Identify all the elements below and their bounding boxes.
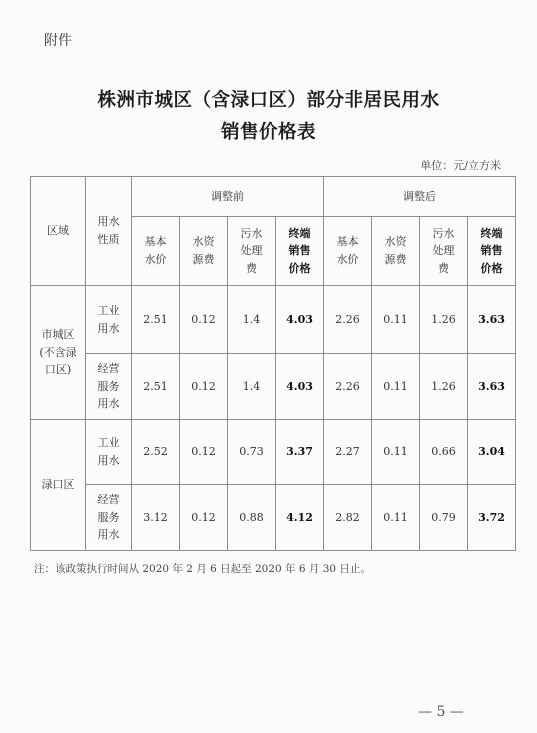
cell-after-terminal-price: 3.63: [468, 354, 516, 420]
cell-before-resource-fee: 0.12: [180, 485, 228, 551]
cell-after-resource-fee: 0.11: [372, 420, 420, 485]
cell-before-sewage-fee: 1.4: [228, 354, 276, 420]
water-type: 经营 服务 用水: [86, 354, 132, 420]
subheader-terminal-price: 终端 销售 价格: [468, 217, 516, 286]
water-type: 经营 服务 用水: [86, 485, 132, 551]
cell-after-basic-price: 2.26: [324, 286, 372, 354]
region-name: 渌口区: [31, 420, 86, 551]
header-before-adjustment: 调整前: [132, 177, 324, 217]
cell-after-terminal-price: 3.63: [468, 286, 516, 354]
table-row: [31, 354, 516, 420]
unit-label: 单位：元/立方米: [420, 159, 501, 172]
cell-after-basic-price: 2.26: [324, 354, 372, 420]
cell-before-sewage-fee: 1.4: [228, 286, 276, 354]
cell-after-resource-fee: 0.11: [372, 286, 420, 354]
subheader-resource-fee: 水资 源费: [372, 217, 420, 286]
cell-before-basic-price: 2.52: [132, 420, 180, 485]
cell-before-terminal-price: 4.03: [276, 286, 324, 354]
cell-after-terminal-price: 3.72: [468, 485, 516, 551]
subheader-sewage-fee: 污水 处理 费: [420, 217, 468, 286]
cell-before-terminal-price: 4.12: [276, 485, 324, 551]
cell-after-basic-price: 2.27: [324, 420, 372, 485]
cell-after-sewage-fee: 0.66: [420, 420, 468, 485]
cell-before-sewage-fee: 0.73: [228, 420, 276, 485]
cell-before-resource-fee: 0.12: [180, 354, 228, 420]
table-row: [31, 485, 516, 551]
document-title-line1: 株洲市城区（含渌口区）部分非居民用水: [97, 90, 440, 111]
cell-after-resource-fee: 0.11: [372, 354, 420, 420]
header-after-adjustment: 调整后: [324, 177, 516, 217]
cell-before-terminal-price: 3.37: [276, 420, 324, 485]
cell-after-sewage-fee: 1.26: [420, 286, 468, 354]
cell-after-basic-price: 2.82: [324, 485, 372, 551]
price-table: [30, 176, 516, 551]
cell-before-basic-price: 2.51: [132, 286, 180, 354]
cell-before-resource-fee: 0.12: [180, 286, 228, 354]
policy-note: 注：该政策执行时间从 2020 年 2 月 6 日起至 2020 年 6 月 30 日止。: [34, 563, 371, 575]
subheader-basic-price: 基本 水价: [132, 217, 180, 286]
cell-after-sewage-fee: 0.79: [420, 485, 468, 551]
cell-before-sewage-fee: 0.88: [228, 485, 276, 551]
table-row: [31, 420, 516, 485]
cell-before-basic-price: 2.51: [132, 354, 180, 420]
cell-before-basic-price: 3.12: [132, 485, 180, 551]
document-title-line2: 销售价格表: [220, 122, 316, 143]
subheader-sewage-fee: 污水 处理 费: [228, 217, 276, 286]
cell-before-terminal-price: 4.03: [276, 354, 324, 420]
header-water-type: 用水 性质: [86, 177, 132, 286]
water-type: 工业 用水: [86, 420, 132, 485]
subheader-resource-fee: 水资 源费: [180, 217, 228, 286]
header-area: 区域: [31, 177, 86, 286]
cell-after-resource-fee: 0.11: [372, 485, 420, 551]
page-number: — 5 —: [418, 704, 464, 720]
table-row: [31, 286, 516, 354]
attachment-label: 附件: [44, 33, 72, 49]
region-name: 市城区 (不含渌 口区): [31, 286, 86, 420]
subheader-terminal-price: 终端 销售 价格: [276, 217, 324, 286]
cell-after-terminal-price: 3.04: [468, 420, 516, 485]
cell-after-sewage-fee: 1.26: [420, 354, 468, 420]
cell-before-resource-fee: 0.12: [180, 420, 228, 485]
water-type: 工业 用水: [86, 286, 132, 354]
subheader-basic-price: 基本 水价: [324, 217, 372, 286]
